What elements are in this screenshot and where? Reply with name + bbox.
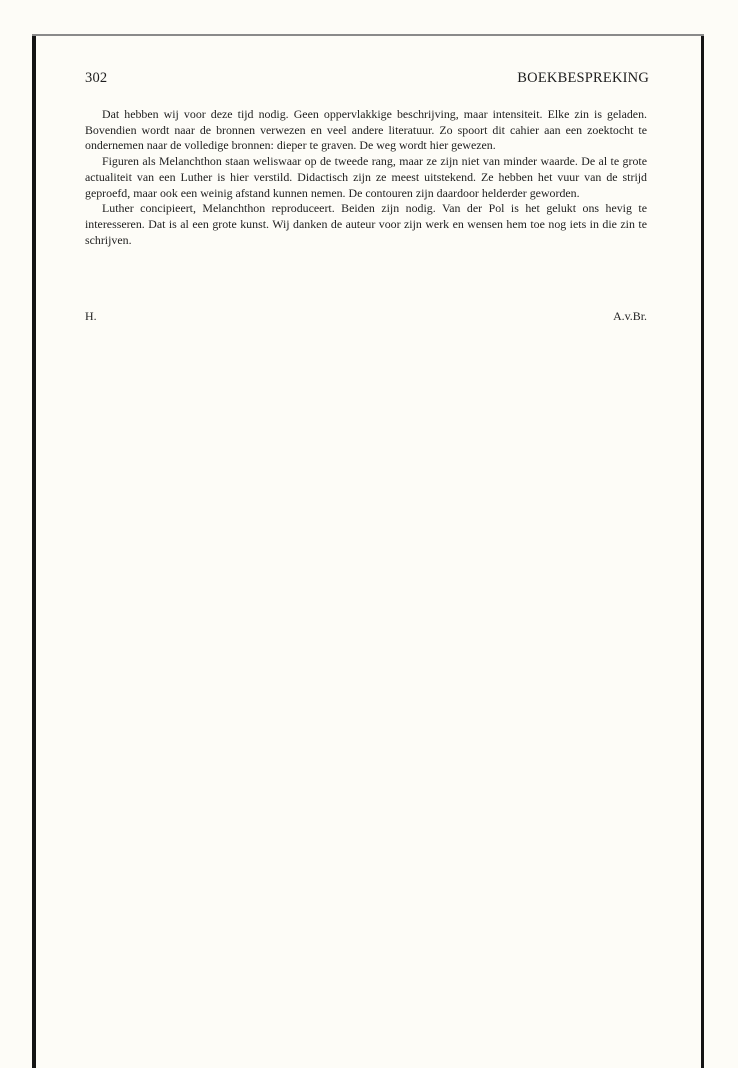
paragraph: Dat hebben wij voor deze tijd nodig. Geen oppervlakkige beschrijving, maar intensiteit. Elke zin is geladen. Bovendien wordt naar de bronnen verwezen en veel andere literatuur. Zo spoort dit cahier aan een zoektocht te ondernemen naar de volledige bronnen: dieper te graven. De weg wordt hier gewezen. xyxy=(85,107,647,153)
page-number: 302 xyxy=(85,70,108,86)
page-top-edge xyxy=(32,34,704,36)
page-right-border xyxy=(701,36,704,1068)
signature-initial: H. xyxy=(85,309,97,323)
section-title: BOEKBESPREKING xyxy=(517,70,649,86)
paragraph: Luther concipieert, Melanchthon reproduceert. Beiden zijn nodig. Van der Pol is het gelukt ons hevig te interesseren. Dat is al een grote kunst. Wij danken de auteur voor zijn werk en wensen hem toe nog iets in die zin te schrijven. xyxy=(85,201,647,247)
page-left-border xyxy=(32,36,36,1068)
reviewer-signature: A.v.Br. xyxy=(613,309,647,323)
review-body xyxy=(85,107,647,248)
paragraph: Figuren als Melanchthon staan weliswaar op de tweede rang, maar ze zijn niet van minder waarde. De al te grote actualiteit van een Luther is hier verstild. Didactisch zijn ze meest uitstekend. Ze hebben het vuur van de strijd geproefd, maar ook een weinig afstand kunnen nemen. De contouren zijn daardoor helderder geworden. xyxy=(85,154,647,200)
